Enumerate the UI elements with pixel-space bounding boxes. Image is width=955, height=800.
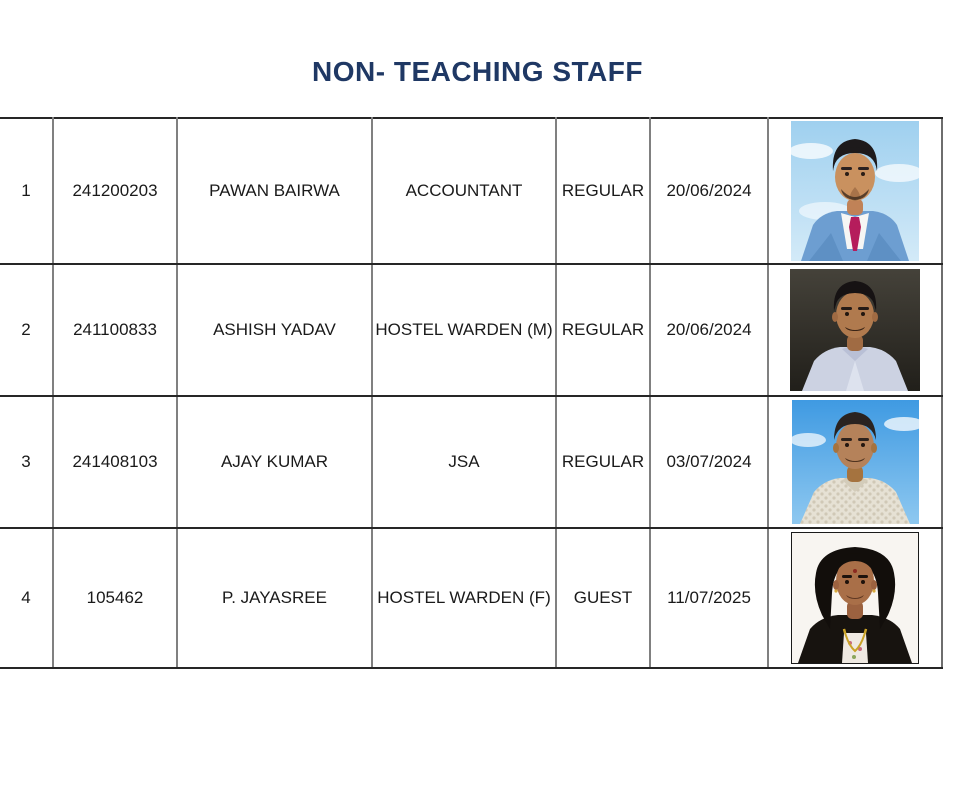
staff-photo [790,269,920,391]
cell-joining-date: 03/07/2024 [650,396,768,528]
table-row [0,396,942,528]
cell-staff-id: 105462 [53,528,177,668]
cell-name: ASHISH YADAV [177,264,372,396]
cell-name: PAWAN BAIRWA [177,118,372,264]
cell-serial-no: 1 [0,118,53,264]
page-title: NON- TEACHING STAFF [312,56,643,87]
cell-serial-no: 3 [0,396,53,528]
cell-photo [768,118,942,264]
cell-employment-type: GUEST [556,528,650,668]
cell-serial-no: 2 [0,264,53,396]
cell-staff-id: 241100833 [53,264,177,396]
cell-staff-id: 241200203 [53,118,177,264]
table-row [0,264,942,396]
cell-designation: JSA [372,396,556,528]
cell-serial-no: 4 [0,528,53,668]
cell-designation: HOSTEL WARDEN (M) [372,264,556,396]
staff-photo [791,121,919,261]
staff-table-container [0,117,942,669]
cell-designation: ACCOUNTANT [372,118,556,264]
staff-photo [792,533,918,663]
cell-joining-date: 20/06/2024 [650,264,768,396]
cell-photo [768,264,942,396]
cell-photo [768,528,942,668]
cell-name: P. JAYASREE [177,528,372,668]
cell-photo [768,396,942,528]
cell-joining-date: 11/07/2025 [650,528,768,668]
cell-employment-type: REGULAR [556,264,650,396]
staff-table [0,117,943,669]
cell-staff-id: 241408103 [53,396,177,528]
cell-employment-type: REGULAR [556,118,650,264]
staff-photo [792,400,919,524]
cell-joining-date: 20/06/2024 [650,118,768,264]
cell-designation: HOSTEL WARDEN (F) [372,528,556,668]
table-row [0,528,942,668]
cell-name: AJAY KUMAR [177,396,372,528]
table-row [0,118,942,264]
cell-employment-type: REGULAR [556,396,650,528]
